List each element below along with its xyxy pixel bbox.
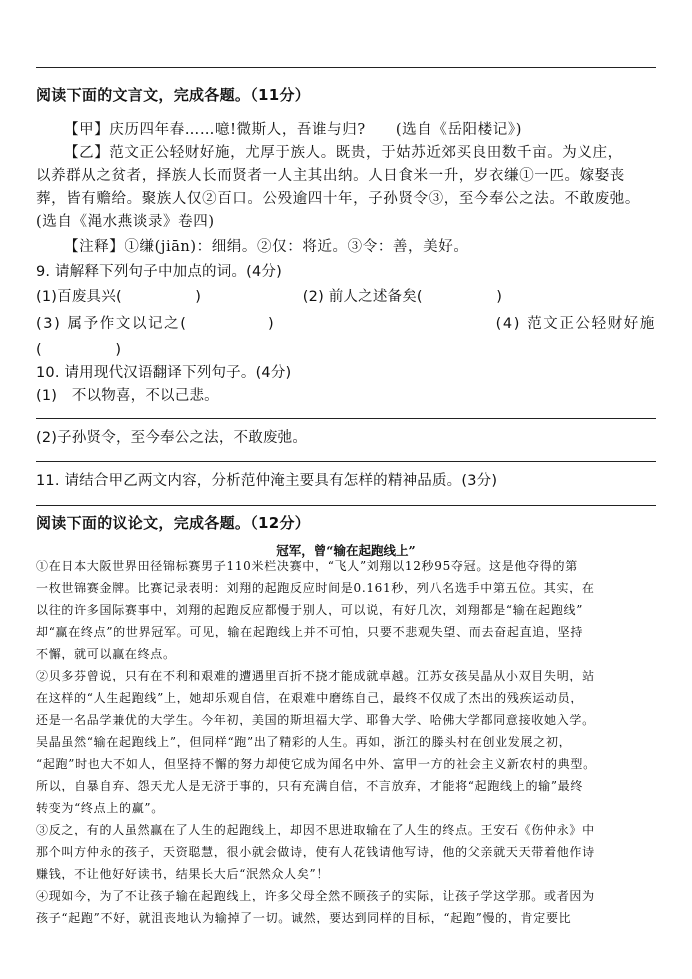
q10-item-2: (2)子孙贤令，至今奉公之法，不敢废弛。 <box>36 430 308 446</box>
article-line-12: 转变为“终点上的赢”。 <box>36 802 164 814</box>
top-divider <box>36 67 656 68</box>
q9-item-2[interactable]: (2) 前人之述备矣( ) <box>302 289 503 305</box>
article-line-1: ①在日本大阪世界田径锦标赛男子110米栏决赛中，“飞人”刘翔以12秒95夺冠。这是他夺得的第 <box>36 560 578 572</box>
article-line-10: “起跑”时也大不如人，但坚持不懈的努力却使它成为闻名中外、富甲一方的社会主义新农村的典型。 <box>36 758 596 770</box>
q10-item-1: (1) 不以物喜，不以己悲。 <box>36 388 219 404</box>
q10-answer-line-1[interactable] <box>36 418 656 419</box>
article-line-4: 却“赢在终点”的世界冠军。可见，输在起跑线上并不可怕，只要不悲观失望、而去奋起直追，坚持 <box>36 626 584 638</box>
article-line-14: 那个叫方仲永的孩子，天资聪慧，很小就会做诗，使有人花钱请他写诗，他的父亲就天天带着他作诗 <box>36 846 595 858</box>
exam-page <box>36 0 656 979</box>
q9-item-3[interactable]: (3) 属予作文以记之( ) <box>36 316 276 332</box>
q9-item-1[interactable]: (1)百废具兴( ) <box>36 289 202 305</box>
q11-answer-line[interactable] <box>36 505 656 506</box>
q10-answer-line-2[interactable] <box>36 461 656 462</box>
yi-line-3: 葬，皆有赡给。聚族人仅②百口。公殁逾四十年，子孙贤令③，至今奉公之法。不敢废弛。 <box>36 191 640 207</box>
article-line-8: 还是一名品学兼优的大学生。今年初，美国的斯坦福大学、耶鲁大学、哈佛大学都同意接收她入学。 <box>36 714 595 726</box>
q9-prompt: 9. 请解释下列句子中加点的词。(4分) <box>36 264 282 280</box>
article-line-5: 不懈，就可以赢在终点。 <box>36 648 176 660</box>
q10-prompt: 10. 请用现代汉语翻译下列句子。(4分) <box>36 365 292 381</box>
section2-title: 阅读下面的议论文，完成各题。（12分） <box>36 514 311 532</box>
article-line-6: ②贝多芬曾说，只有在不利和艰难的遭遇里百折不挠才能成就卓越。江苏女孩吴晶从小双目失明，站 <box>36 670 595 682</box>
q9-row-2 <box>36 312 656 333</box>
article-line-2: 一枚世锦赛金牌。比赛记录表明：刘翔的起跑反应时间是0.161秒，列八名选手中第五位。其实，在 <box>36 582 595 594</box>
q9-item-4[interactable]: (4) 范文正公轻财好施 <box>495 316 656 332</box>
article-line-11: 所以，自暴自弃、怨天尤人是无济于事的，只有充满自信，不言放弃，才能将“起跑线上的输”最终 <box>36 780 584 792</box>
jia-line: 【甲】庆历四年春……噫!微斯人，吾谁与归? (选自《岳阳楼记》) <box>64 122 522 138</box>
q9-item-4-blank[interactable]: ( ) <box>36 342 122 358</box>
note-line: 【注释】①缣(jiān)：细绢。②仅：将近。③令：善，美好。 <box>64 239 469 255</box>
yi-line-2: 以养群从之贫者，择族人长而贤者一人主其出纳。人日食米一升，岁衣缣①一匹。嫁娶丧 <box>36 168 625 184</box>
article-line-3: 以往的许多国际赛事中，刘翔的起跑反应都慢于别人，可以说，有好几次，刘翔都是“输在起跑线” <box>36 604 584 616</box>
article-line-9: 吴晶虽然“输在起跑线上”，但同样“跑”出了精彩的人生。再如，浙江的滕头村在创业发展之初， <box>36 736 572 748</box>
article-line-13: ③反之，有的人虽然赢在了人生的起跑线上，却因不思进取输在了人生的终点。王安石《伤仲永》中 <box>36 824 595 836</box>
q9-row-1 <box>36 285 656 306</box>
article-line-15: 赚钱，不让他好好读书，结果长大后“泯然众人矣”！ <box>36 868 330 880</box>
article-title: 冠军，曾“输在起跑线上” <box>276 543 416 558</box>
article-line-17: 孩子“起跑”不好，就沮丧地认为输掉了一切。诚然，要达到同样的目标，“起跑”慢的，肯定要比 <box>36 912 572 924</box>
article-line-7: 在这样的“人生起跑线”上，她却乐观自信，在艰难中磨练自己，最终不仅成了杰出的残疾运动员， <box>36 692 584 704</box>
section1-title: 阅读下面的文言文，完成各题。（11分） <box>36 86 311 104</box>
q11-prompt: 11. 请结合甲乙两文内容，分析范仲淹主要具有怎样的精神品质。(3分) <box>36 473 498 489</box>
yi-line-1: 【乙】范文正公轻财好施，尤厚于族人。既贵，于姑苏近郊买良田数千亩。为义庄， <box>64 145 623 161</box>
yi-line-4: (选自《渑水燕谈录》卷四) <box>36 214 215 230</box>
article-line-16: ④现如今，为了不让孩子输在起跑线上，许多父母全然不顾孩子的实际，让孩子学这学那。或者因为 <box>36 890 595 902</box>
